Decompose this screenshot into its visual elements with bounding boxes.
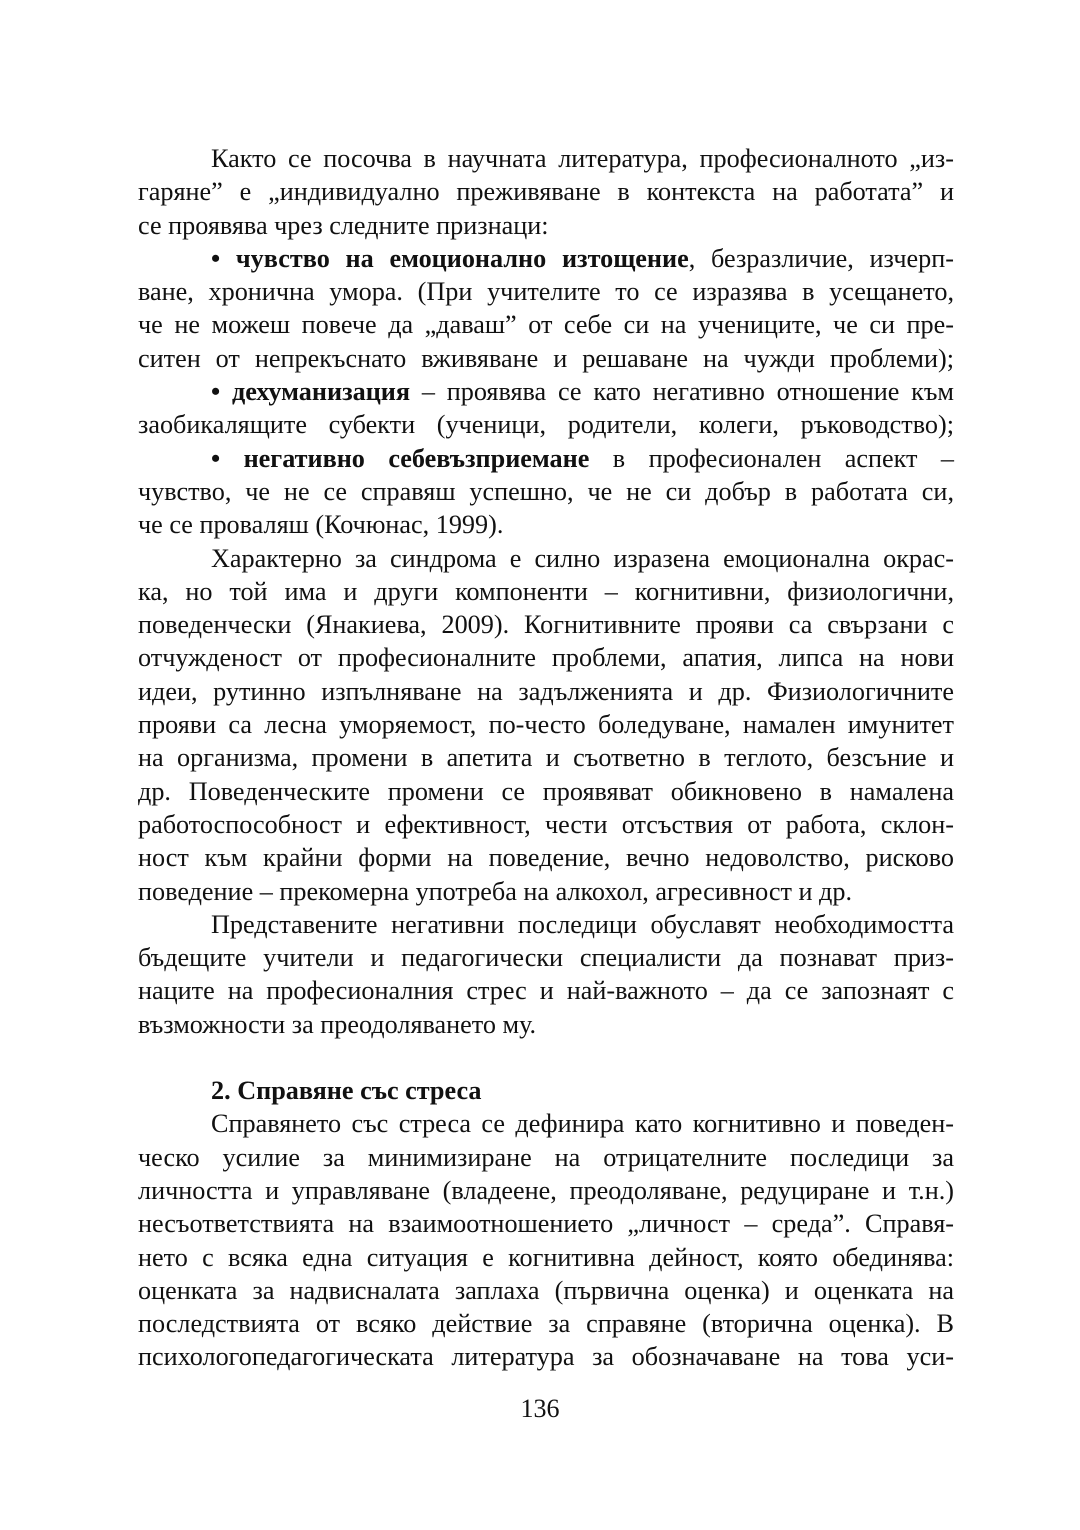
text-line: ка, но той има и други компоненти – когнитивни, физиологични, bbox=[138, 576, 954, 606]
text-line: нето с всяка една ситуация е когнитивна дейност, която обединява: bbox=[138, 1242, 954, 1272]
text-line: личността и управляване (владеене, преодоляване, редуциране и т.н.) bbox=[138, 1175, 954, 1205]
text-line: поведение – прекомерна употреба на алкохол, агресивност и др. bbox=[138, 876, 852, 906]
bullet-term: • дехуманизация bbox=[211, 377, 411, 407]
bullet-line: • чувство на емоционално изтощение, безразличие, изчерп- bbox=[211, 243, 954, 273]
text-line: Представените негативни последици обуславят необходимостта bbox=[211, 909, 954, 939]
text-line: ситен от непрекъснато вживяване и решаване на чужди проблеми); bbox=[138, 343, 954, 373]
text-line: наците на професионалния стрес и най-важното – да се запознаят с bbox=[138, 976, 954, 1006]
section-heading-text: 2. Справяне със стреса bbox=[211, 1076, 482, 1106]
text-line: идеи, рутинно изпълняване на задълженията и др. Физиологичните bbox=[138, 676, 954, 706]
text-line: бъдещите учители и педагогически специалисти да познават приз- bbox=[138, 943, 954, 973]
text-line: на организма, промени в апетита и съответно в теглото, безсъние и bbox=[138, 743, 954, 773]
section-heading bbox=[138, 1074, 954, 1107]
text-line: заобикалящите субекти (ученици, родители, колеги, ръководство); bbox=[138, 410, 954, 440]
text-line: ване, хронична умора. (При учителите то се изразява в усещането, bbox=[138, 277, 954, 307]
page-number: 136 bbox=[520, 1394, 560, 1423]
bullet-term: • чувство на емоционално изтощение bbox=[211, 243, 689, 273]
text-line: др. Поведенческите промени се проявяват обикновено в намалена bbox=[138, 776, 954, 806]
text-line: ческо усилие за минимизиране на отрицателните последици за bbox=[138, 1142, 954, 1172]
text-line: Справянето със стреса се дефинира като когнитивно и поведен- bbox=[211, 1109, 954, 1139]
text-line: прояви са лесна уморяемост, по-често боледуване, намален имунитет bbox=[138, 710, 954, 740]
text-line: се проявява чрез следните признаци: bbox=[138, 210, 549, 240]
text-line: че се проваляш (Кочюнас, 1999). bbox=[138, 510, 504, 540]
bullet-line: • дехуманизация – проявява се като негативно отношение към bbox=[211, 377, 954, 407]
text-line: несъответствията на взаимоотношението „личност – среда”. Справя- bbox=[138, 1209, 954, 1239]
text-line: Характерно за синдрома е силно изразена емоционална окрас- bbox=[211, 543, 954, 573]
text-line: последствията от всяко действие за справяне (вторична оценка). В bbox=[138, 1309, 954, 1339]
text-line: чувство, че не се справяш успешно, че не си добър в работата си, bbox=[138, 476, 954, 506]
text-line: възможности за преодоляването му. bbox=[138, 1009, 537, 1039]
text-line: ност към крайни форми на поведение, вечно недоволство, рисково bbox=[138, 843, 954, 873]
section-spacer bbox=[138, 1041, 954, 1074]
text-line: работоспособност и ефективност, чести отсъствия от работа, склон- bbox=[138, 809, 954, 839]
bullet-line: • негативно себевъзприемане в професионален аспект – bbox=[211, 443, 954, 473]
body-text bbox=[138, 142, 954, 1374]
text-line: психологопедагогическата литература за обозначаване на това уси- bbox=[138, 1342, 954, 1372]
text-line: че не можеш повече да „даваш” от себе си на учениците, че си пре- bbox=[138, 310, 954, 340]
text-line: оценката за надвисналата заплаха (първична оценка) и оценката на bbox=[138, 1275, 954, 1305]
text-line: гаряне” е „индивидуално преживяване в контекста на работата” и bbox=[138, 177, 954, 207]
bullet-term: • негативно себевъзприемане bbox=[211, 443, 590, 473]
text-line: поведенчески (Янакиева, 2009). Когнитивните прояви са свързани с bbox=[138, 610, 954, 640]
text-line: Както се посочва в научната литература, професионалното „из- bbox=[211, 144, 954, 173]
text-line: отчужденост от професионалните проблеми, апатия, липса на нови bbox=[138, 643, 954, 673]
